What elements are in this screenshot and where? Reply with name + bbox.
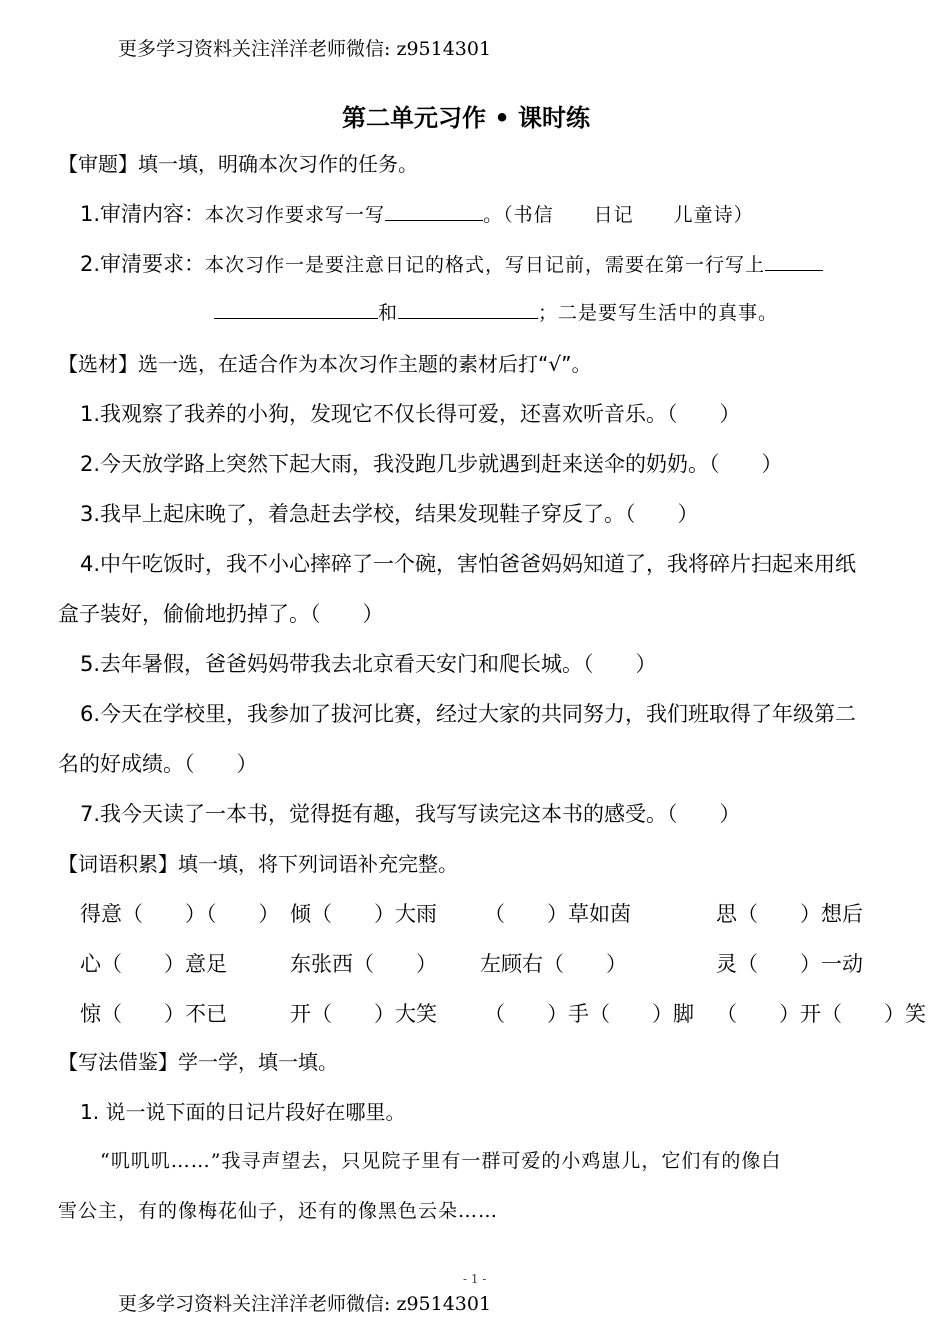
shenti-q2-text-b: ；二是要写生活中的真事。 — [538, 302, 779, 324]
shenti-q1-label: 1.审清内容： — [80, 202, 206, 226]
xuancai-item-1: 1.我观察了我养的小狗，发现它不仅长得可爱，还喜欢听音乐。（ ） — [80, 402, 741, 426]
page-number: - 1 - — [463, 1272, 487, 1286]
shenti-q2-and: 和 — [378, 302, 399, 324]
ciyu-word: 开（ ）大笑 — [290, 1002, 437, 1026]
footer-watermark: 更多学习资料关注洋洋老师微信: z9514301 — [118, 1293, 492, 1315]
xuancai-item-7: 7.我今天读了一本书，觉得挺有趣，我写写读完这本书的感受。（ ） — [80, 802, 741, 826]
answer-blank[interactable] — [385, 219, 483, 221]
shenti-q2-line1 — [80, 248, 823, 278]
ciyu-word: 左顾右（ ） — [480, 952, 627, 976]
shenti-q1-text-b: 。（书信 日记 儿童诗） — [483, 204, 754, 226]
ciyu-word: 灵（ ）一动 — [716, 952, 863, 976]
ciyu-word: 东张西（ ） — [290, 952, 437, 976]
shenti-q2-label: 2.审清要求： — [80, 252, 206, 276]
xuancai-item-4: 4.中午吃饭时，我不小心摔碎了一个碗，害怕爸爸妈妈知道了，我将碎片扫起来用纸 — [80, 552, 857, 576]
ciyu-word: 惊（ ）不已 — [80, 1002, 227, 1026]
ciyu-word: （ ）草如茵 — [484, 902, 631, 926]
ciyu-heading: 【词语积累】填一填，将下列词语补充完整。 — [58, 852, 458, 876]
xuancai-item-3: 3.我早上起床晚了，着急赶去学校，结果发现鞋子穿反了。（ ） — [80, 502, 699, 526]
shenti-q1-text-a: 本次习作要求写一写 — [205, 204, 386, 226]
xuancai-item-4-cont: 盒子装好，偷偷地扔掉了。（ ） — [58, 602, 384, 626]
ciyu-word: 思（ ）想后 — [716, 902, 863, 926]
answer-blank[interactable] — [398, 317, 538, 319]
page-title: 第二单元习作 • 课时练 — [342, 104, 591, 132]
answer-blank[interactable] — [214, 317, 378, 319]
ciyu-word: 倾（ ）大雨 — [290, 902, 437, 926]
xiefa-heading: 【写法借鉴】学一学，填一填。 — [58, 1050, 338, 1074]
shenti-heading: 【审题】填一填，明确本次习作的任务。 — [58, 152, 418, 176]
diary-excerpt-line2: 雪公主，有的像梅花仙子，还有的像黑色云朵…… — [58, 1200, 499, 1222]
ciyu-word: （ ）开（ ）笑 — [716, 1002, 926, 1026]
diary-excerpt-line1: “叽叽叽……”我寻声望去，只见院子里有一群可爱的小鸡崽儿，它们有的像白 — [100, 1150, 782, 1172]
ciyu-word: （ ）手（ ）脚 — [484, 1002, 694, 1026]
ciyu-word: 心（ ）意足 — [80, 952, 227, 976]
xuancai-item-6: 6.今天在学校里，我参加了拔河比赛，经过大家的共同努力，我们班取得了年级第二 — [80, 702, 857, 726]
shenti-q2-text-a: 本次习作一是要注意日记的格式，写日记前，需要在第一行写上 — [205, 254, 766, 276]
xuancai-heading: 【选材】选一选，在适合作为本次习作主题的素材后打“√”。 — [58, 352, 592, 376]
shenti-q2-line2 — [214, 298, 778, 325]
header-watermark: 更多学习资料关注洋洋老师微信: z9514301 — [118, 38, 492, 60]
xuancai-item-6-cont: 名的好成绩。（ ） — [58, 752, 258, 776]
shenti-q1 — [80, 198, 754, 228]
ciyu-word: 得意（ ）（ ） — [80, 902, 280, 926]
xuancai-item-5: 5.去年暑假，爸爸妈妈带我去北京看天安门和爬长城。（ ） — [80, 652, 657, 676]
xuancai-item-2: 2.今天放学路上突然下起大雨，我没跑几步就遇到赶来送伞的奶奶。（ ） — [80, 452, 783, 476]
xiefa-q1: 1. 说一说下面的日记片段好在哪里。 — [80, 1100, 406, 1124]
answer-blank[interactable] — [765, 269, 823, 271]
